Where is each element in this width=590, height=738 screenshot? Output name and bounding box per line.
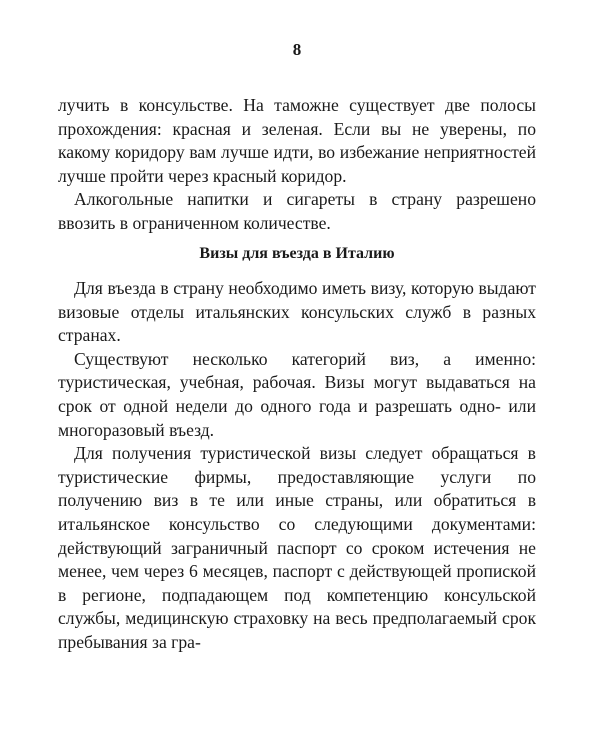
paragraph-visa-categories: Существуют несколько категорий виз, а именно: туристическая, учебная, рабочая. Визы могут выдаваться на срок от одной недели до одного года и разрешать одно- или многоразовый въезд. <box>58 348 536 440</box>
text-block-visas <box>58 277 536 655</box>
paragraph-customs: лучить в консульстве. На таможне существует две полосы прохождения: красная и зеленая. Если вы не уверены, по какому коридору вам лучше идти, во избежание неприятностей лучше пройти через красный коридор. <box>58 95 536 186</box>
text-block-top <box>58 94 536 236</box>
section-heading: Визы для въезда в Италию <box>199 245 395 262</box>
paragraph-visa-intro: Для въезда в страну необходимо иметь визу, которую выдают визовые отделы итальянских консульских служб в разных странах. <box>58 278 536 346</box>
paragraph-alcohol: Алкогольные напитки и сигареты в страну разрешено ввозить в ограниченном количестве. <box>58 189 536 233</box>
page-number: 8 <box>292 40 302 59</box>
paragraph-tourist-visa: Для получения туристической визы следует обращаться в туристические фирмы, предоставляющие услуги по получению виз в те или иные страны, или обратиться в итальянское консульство со следующими документами: действующий заграничный паспорт со сроком истечения не менее, чем через 6 месяцев, паспорт с действующей пропиской в регионе, подпадающем под компетенцию консульской службы, медицинскую страховку на весь предполагаемый срок пребывания за гра- <box>58 443 536 652</box>
